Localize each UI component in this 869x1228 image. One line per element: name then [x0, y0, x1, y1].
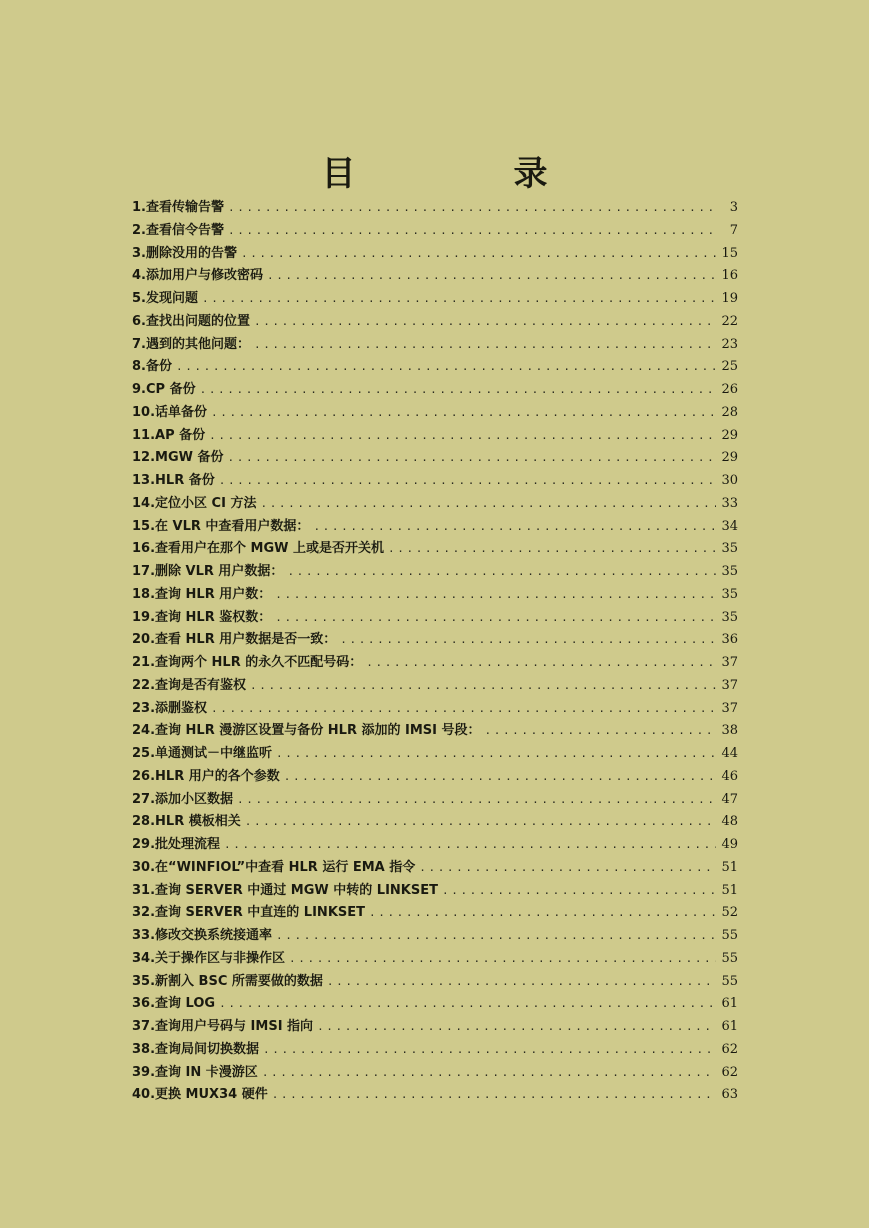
toc-entry[interactable] [132, 698, 738, 721]
toc-entry[interactable] [132, 288, 738, 311]
toc-entry-page: 33 [721, 495, 738, 511]
toc-dot-leader [260, 493, 716, 516]
toc-entry-page: 61 [721, 1019, 738, 1034]
toc-entry-page: 35 [721, 586, 738, 602]
toc-entry-label: 32.查询 SERVER 中直连的 LINKSET [132, 905, 365, 921]
toc-dot-leader [254, 334, 716, 357]
toc-entry[interactable] [132, 516, 738, 539]
toc-entry[interactable] [132, 561, 738, 584]
toc-entry[interactable] [132, 265, 738, 288]
toc-entry-label: 14.定位小区 CI 方法 [132, 495, 257, 511]
toc-entry-label: 13.HLR 备份 [132, 473, 215, 488]
toc-dot-leader [276, 743, 716, 766]
toc-entry-label: 18.查询 HLR 用户数： [132, 586, 272, 602]
toc-dot-leader [267, 265, 716, 288]
toc-entry[interactable] [132, 447, 738, 470]
toc-dot-leader [176, 356, 716, 379]
toc-entry-page: 52 [721, 905, 738, 921]
toc-entry-page: 26 [721, 382, 738, 397]
toc-entry-page: 47 [721, 791, 738, 807]
toc-entry-label: 7.遇到的其他问题： [132, 336, 250, 352]
toc-dot-leader [366, 652, 716, 675]
toc-entry-label: 36.查询 LOG [132, 996, 216, 1012]
toc-entry-page: 30 [721, 473, 738, 488]
toc-entry-label: 19.查询 HLR 鉴权数： [132, 609, 272, 625]
toc-entry-page: 35 [721, 541, 738, 557]
toc-dot-leader [276, 925, 716, 948]
toc-entry-page: 35 [721, 564, 738, 579]
toc-entry-label: 33.修改交换系统接通率 [132, 928, 273, 943]
toc-entry-label: 27.添加小区数据 [132, 791, 234, 807]
toc-entry-label: 15.在 VLR 中查看用户数据： [132, 518, 310, 534]
toc-entry[interactable] [132, 971, 738, 994]
toc-entry-page: 7 [729, 222, 738, 238]
toc-dot-leader [327, 971, 716, 994]
toc-entry[interactable] [132, 948, 738, 971]
toc-entry[interactable] [132, 1016, 738, 1039]
toc-entry[interactable] [132, 538, 738, 561]
toc-entry[interactable] [132, 925, 738, 948]
toc-entry[interactable] [132, 902, 738, 925]
toc-entry[interactable] [132, 425, 738, 448]
toc-entry-page: 62 [721, 1064, 738, 1080]
toc-entry-page: 44 [721, 746, 738, 761]
toc-entry-label: 2.查看信令告警 [132, 222, 224, 238]
toc-dot-leader [228, 197, 716, 220]
toc-entry-label: 11.AP 备份 [132, 427, 206, 443]
toc-entry-label: 29.批处理流程 [132, 837, 221, 852]
toc-entry[interactable] [132, 993, 738, 1016]
toc-entry[interactable] [132, 470, 738, 493]
toc-entry-label: 38.查询局间切换数据 [132, 1041, 260, 1057]
toc-entry[interactable] [132, 834, 738, 857]
toc-entry-page: 22 [721, 313, 738, 329]
toc-dot-leader [317, 1016, 716, 1039]
toc-entry-label: 12.MGW 备份 [132, 450, 224, 466]
toc-entry-label: 6.查找出问题的位置 [132, 313, 250, 329]
toc-entry-page: 38 [721, 723, 738, 739]
toc-dot-leader [388, 538, 716, 561]
toc-entry-page: 48 [721, 814, 738, 830]
toc-dot-leader [442, 880, 716, 903]
toc-dot-leader [313, 516, 716, 539]
toc-entry-label: 9.CP 备份 [132, 382, 196, 397]
toc-entry-label: 26.HLR 用户的各个参数 [132, 768, 280, 784]
toc-entry-page: 37 [721, 700, 738, 716]
toc-entry[interactable] [132, 743, 738, 766]
toc-entry[interactable] [132, 675, 738, 698]
toc-entry-label: 35.新割入 BSC 所需要做的数据 [132, 973, 323, 989]
toc-entry[interactable] [132, 1062, 738, 1085]
toc-dot-leader [287, 561, 716, 584]
toc-dot-leader [272, 1084, 716, 1107]
toc-entry-label: 10.话单备份 [132, 404, 208, 420]
toc-entry[interactable] [132, 311, 738, 334]
toc-entry[interactable] [132, 220, 738, 243]
toc-entry-label: 28.HLR 模板相关 [132, 814, 241, 830]
toc-entry-page: 51 [721, 859, 738, 875]
toc-entry[interactable] [132, 880, 738, 903]
toc-entry[interactable] [132, 402, 738, 425]
toc-entry-page: 25 [721, 359, 738, 375]
toc-entry-label: 22.查询是否有鉴权 [132, 677, 247, 693]
toc-dot-leader [228, 447, 716, 470]
toc-entry-label: 34.关于操作区与非操作区 [132, 950, 286, 966]
toc-entry[interactable] [132, 197, 738, 220]
toc-entry-label: 16.查看用户在那个 MGW 上或是否开关机 [132, 541, 385, 557]
toc-dot-leader [340, 629, 716, 652]
toc-dot-leader [209, 425, 716, 448]
toc-entry-page: 19 [721, 291, 738, 306]
toc-entry-page: 61 [721, 996, 738, 1012]
toc-entry[interactable] [132, 1039, 738, 1062]
toc-entry[interactable] [132, 857, 738, 880]
toc-entry-label: 37.查询用户号码与 IMSI 指向 [132, 1019, 314, 1034]
toc-dot-leader [284, 766, 716, 789]
toc-dot-leader [245, 811, 716, 834]
toc-dot-leader [202, 288, 716, 311]
toc-entry-page: 29 [721, 450, 738, 466]
toc-dot-leader [263, 1039, 716, 1062]
toc-entry-label: 1.查看传输告警 [132, 200, 224, 215]
toc-entry-label: 30.在“WINFIOL”中查看 HLR 运行 EMA 指令 [132, 859, 416, 875]
toc-dot-leader [237, 789, 716, 812]
toc-entry-label: 25.单通测试－中继监听 [132, 746, 273, 761]
toc-entry-label: 5.发现问题 [132, 291, 198, 306]
toc-dot-leader [485, 720, 716, 743]
toc-entry-page: 28 [721, 404, 738, 420]
toc-entry-page: 36 [721, 632, 738, 648]
toc-entry-page: 15 [721, 245, 738, 261]
toc-dot-leader [275, 584, 716, 607]
toc-dot-leader [200, 379, 716, 402]
toc-entry-page: 3 [729, 200, 738, 215]
toc-entry-page: 23 [721, 336, 738, 352]
toc-entry[interactable] [132, 584, 738, 607]
toc-dot-leader [219, 993, 716, 1016]
toc-entry[interactable] [132, 652, 738, 675]
toc-entry[interactable] [132, 356, 738, 379]
toc-entry[interactable] [132, 1084, 738, 1107]
toc-entry[interactable] [132, 493, 738, 516]
toc-entry-page: 34 [721, 518, 738, 534]
toc-dot-leader [254, 311, 716, 334]
toc-entry-label: 17.删除 VLR 用户数据： [132, 564, 284, 579]
table-of-contents [132, 197, 738, 1107]
toc-entry-label: 31.查询 SERVER 中通过 MGW 中转的 LINKSET [132, 882, 438, 898]
toc-entry-label: 24.查询 HLR 漫游区设置与备份 HLR 添加的 IMSI 号段： [132, 723, 481, 739]
toc-dot-leader [419, 857, 716, 880]
toc-entry-label: 39.查询 IN 卡漫游区 [132, 1064, 258, 1080]
toc-dot-leader [289, 948, 716, 971]
toc-entry-label: 21.查询两个 HLR 的永久不匹配号码： [132, 655, 363, 670]
toc-dot-leader [224, 834, 716, 857]
toc-entry[interactable] [132, 720, 738, 743]
toc-entry[interactable] [132, 766, 738, 789]
toc-entry-page: 46 [721, 768, 738, 784]
toc-entry-label: 8.备份 [132, 359, 172, 375]
page-title: 目 录 [321, 154, 610, 194]
toc-entry-label: 20.查看 HLR 用户数据是否一致： [132, 632, 337, 648]
toc-entry-label: 40.更换 MUX34 硬件 [132, 1087, 268, 1103]
toc-dot-leader [228, 220, 716, 243]
toc-dot-leader [219, 470, 716, 493]
toc-dot-leader [250, 675, 716, 698]
toc-entry-page: 62 [721, 1041, 738, 1057]
toc-entry[interactable] [132, 607, 738, 630]
toc-entry-label: 3.删除没用的告警 [132, 245, 237, 261]
toc-dot-leader [241, 243, 716, 266]
toc-entry-page: 37 [721, 655, 738, 670]
toc-entry-page: 63 [721, 1087, 738, 1103]
toc-entry-page: 55 [721, 973, 738, 989]
toc-entry[interactable] [132, 811, 738, 834]
toc-entry[interactable] [132, 334, 738, 357]
toc-entry-page: 29 [721, 427, 738, 443]
toc-dot-leader [369, 902, 716, 925]
toc-dot-leader [262, 1062, 716, 1085]
toc-entry[interactable] [132, 789, 738, 812]
toc-entry-page: 49 [721, 837, 738, 852]
toc-entry-page: 51 [721, 882, 738, 898]
toc-entry-page: 37 [721, 677, 738, 693]
toc-dot-leader [211, 402, 716, 425]
toc-entry-label: 4.添加用户与修改密码 [132, 268, 263, 284]
toc-entry[interactable] [132, 243, 738, 266]
toc-dot-leader [275, 607, 716, 630]
toc-entry[interactable] [132, 379, 738, 402]
toc-entry[interactable] [132, 629, 738, 652]
toc-entry-label: 23.添删鉴权 [132, 700, 208, 716]
toc-entry-page: 55 [721, 928, 738, 943]
toc-entry-page: 35 [721, 609, 738, 625]
toc-dot-leader [211, 698, 716, 721]
toc-entry-page: 16 [721, 268, 738, 284]
toc-entry-page: 55 [721, 950, 738, 966]
